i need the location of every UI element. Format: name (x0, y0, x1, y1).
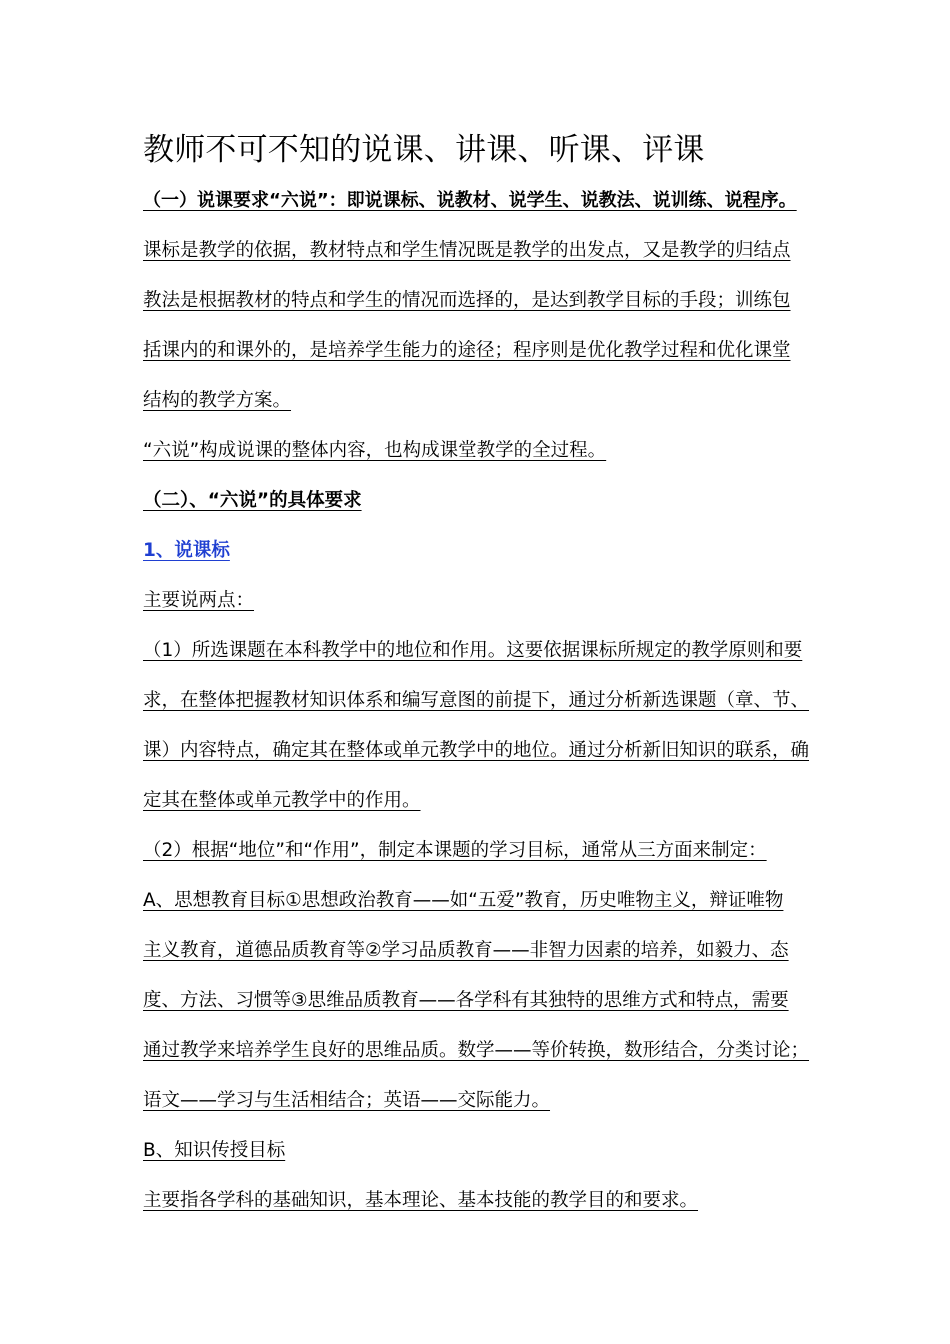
point1-line-3: 课）内容特点，确定其在整体或单元教学中的地位。通过分析新旧知识的联系，确 (143, 740, 810, 761)
para1-line-4: 结构的教学方案。 (143, 390, 292, 411)
point2-line: （2）根据“地位”和“作用”，制定本课题的学习目标，通常从三方面来制定： (143, 840, 767, 861)
document-title: 教师不可不知的说课、讲课、听课、评课 (143, 132, 705, 168)
point1-line-4: 定其在整体或单元教学中的作用。 (143, 790, 421, 811)
goal-a-line-3: 度、方法、习惯等③思维品质教育——各学科有其独特的思维方式和特点，需要 (143, 990, 789, 1011)
goal-b-text: 主要指各学科的基础知识，基本理论、基本技能的教学目的和要求。 (143, 1190, 699, 1211)
section1-heading: （一）说课要求“六说”：即说课标、说教材、说学生、说教法、说训练、说程序。 (143, 190, 797, 211)
goal-a-line-5: 语文——学习与生活相结合；英语——交际能力。 (143, 1090, 551, 1111)
intro-line: 主要说两点： (143, 590, 255, 611)
goal-a-line-1: A、思想教育目标①思想政治教育——如“五爱”教育，历史唯物主义，辩证唯物 (143, 890, 784, 911)
point1-line-2: 求，在整体把握教材知识体系和编写意图的前提下，通过分析新选课题（章、节、 (143, 690, 810, 711)
goal-a-line-2: 主义教育，道德品质教育等②学习品质教育——非智力因素的培养，如毅力、态 (143, 940, 789, 961)
goal-b-heading: B、知识传授目标 (143, 1140, 286, 1161)
point1-line-1: （1）所选课题在本科教学中的地位和作用。这要依据课标所规定的教学原则和要 (143, 640, 803, 661)
para1-line-3: 括课内的和课外的，是培养学生能力的途径；程序则是优化教学过程和优化课堂 (143, 340, 791, 361)
section2-heading: （二）、“六说”的具体要求 (143, 490, 362, 511)
para1-line-1: 课标是教学的依据，教材特点和学生情况既是教学的出发点，又是教学的归结点 (143, 240, 791, 261)
sub1-heading: 1、说课标 (143, 540, 230, 561)
goal-a-line-4: 通过教学来培养学生良好的思维品质。数学——等价转换，数形结合，分类讨论； (143, 1040, 810, 1061)
para2: “六说”构成说课的整体内容，也构成课堂教学的全过程。 (143, 440, 607, 461)
para1-line-2: 教法是根据教材的特点和学生的情况而选择的，是达到教学目标的手段；训练包 (143, 290, 791, 311)
